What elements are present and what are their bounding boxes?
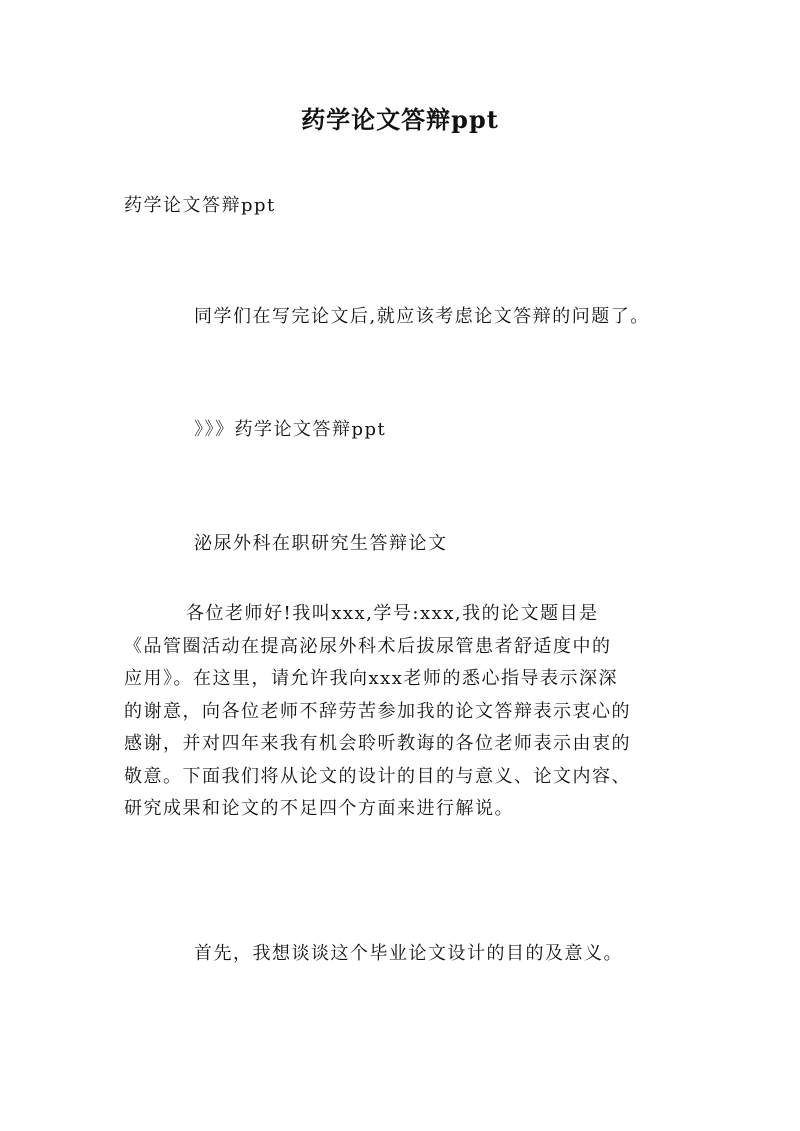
- body-line: 的谢意，向各位老师不辞劳苦参加我的论文答辩表示衷心的: [124, 700, 631, 722]
- document-title: 药学论文答辩ppt: [301, 105, 499, 134]
- paragraph-intro: 同学们在写完论文后,就应该考虑论文答辩的问题了。: [194, 306, 650, 327]
- paragraph-link-heading: 》》》药学论文答辩ppt: [194, 419, 387, 440]
- paragraph-body: [124, 598, 704, 826]
- body-line: 敬意。下面我们将从论文的设计的目的与意义、论文内容、: [124, 765, 631, 787]
- body-line: 感谢，并对四年来我有机会聆听教诲的各位老师表示由衷的: [124, 733, 631, 754]
- body-line: 各位老师好!我叫xxx,学号:xxx,我的论文题目是: [186, 603, 599, 624]
- body-line: 研究成果和论文的不足四个方面来进行解说。: [124, 798, 514, 819]
- body-line: 应用》。在这里，请允许我向xxx老师的悉心指导表示深深: [124, 668, 618, 689]
- body-line: 《品管圈活动在提高泌尿外科术后拔尿管患者舒适度中的: [124, 635, 612, 657]
- paragraph-closing: 首先，我想谈谈这个毕业论文设计的目的及意义。: [194, 943, 623, 964]
- paragraph-section-heading: 泌尿外科在职研究生答辩论文: [194, 533, 448, 554]
- document-subtitle: 药学论文答辩ppt: [124, 195, 276, 216]
